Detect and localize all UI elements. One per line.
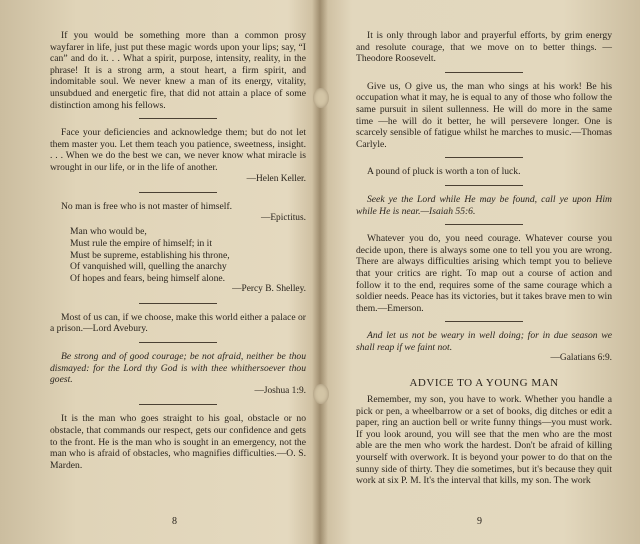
quote-attribution: —Galatians 6:9. — [550, 353, 612, 364]
scripture-block: Seek ye the Lord while He may be found, call ye upon Him while He is near.—Isaiah 55:6. — [356, 193, 612, 217]
quote-block: It is only through labor and prayerful efforts, by grim energy and resolute courage, that we move on to better things. —Theodore Roosevelt. — [356, 30, 612, 65]
poem-line: Of hopes and fears, being himself alone. — [70, 272, 226, 284]
quote-block: Whatever you do, you need courage. Whatever course you decide upon, there is always some one to tell you you are wrong. There are always difficulties arising which tempt you to believe that your critics are right. To map out a course of action and follow it to the end, requires some of the same courage which a soldier needs. Peace has its victories, but it takes brave men to win them.—Emerson. — [356, 233, 612, 314]
quote-block: It is the man who goes straight to his goal, obstacle or no obstacle, that commands our respect, gets our confidence and gets to the front. He is the man who is sought in an emergency, not the man who is afraid of obstacles, who magnifies difficulties.—O. S. Marden. — [50, 413, 306, 471]
quote-block: Give us, O give us, the man who sings at his work! Be his occupation what it may, he is equal to any of those who follow the same pursuit in silent sullenness. He will do more in the same time —he will do it better, he will persevere longer. One is scarcely sensible of fatigue whilst he marches to music.—Thomas Carlyle. — [356, 80, 612, 150]
binding-hole — [313, 88, 329, 108]
poem-attribution: —Percy B. Shelley. — [232, 284, 306, 295]
poem — [70, 226, 306, 284]
divider — [139, 404, 217, 405]
divider — [139, 342, 217, 343]
poem-line: Of vanquished will, quelling the anarchy — [70, 261, 227, 273]
page-number: 8 — [172, 516, 177, 527]
divider — [139, 303, 217, 304]
quote-block: No man is free who is not master of himself. — [61, 201, 233, 213]
quote-block: Face your deficiencies and acknowledge them; but do not let them master you. Let them teach you patience, sweetness, insight. . . . When we do the best we can, we never know what miracle is wrought in our life, or in the life of another. — [50, 127, 306, 173]
divider — [445, 185, 523, 186]
divider — [445, 72, 523, 73]
page-number: 9 — [477, 516, 482, 527]
scripture-block: Be strong and of good courage; be not afraid, neither be thou dismayed: for the Lord thy God is with thee whithersoever thou goest. — [50, 351, 306, 386]
poem-line: Must rule the empire of himself; in it — [70, 237, 213, 249]
quote-block: If you would be something more than a common prosy wayfarer in life, just put these magic words upon your lips; say, “I can” and do it. . . What a spirit, purpose, intensity, reality, in the phrase! It is a strong arm, a stout heart, a firm spirit, and indomitable soul. We never knew a man of its energy, vitality, unsubdued and energetic fire, that did not attain a place of some distinction among his fellows. — [50, 30, 306, 111]
quote-attribution: —Epictitus. — [260, 212, 306, 223]
poem-line: Man who would be, — [70, 226, 147, 238]
section-heading: ADVICE TO A YOUNG MAN — [409, 377, 559, 390]
divider — [445, 321, 523, 322]
divider — [445, 157, 523, 158]
quote-attribution: —Joshua 1:9. — [254, 385, 306, 396]
left-page — [50, 30, 306, 471]
right-page — [356, 30, 612, 487]
divider — [139, 192, 217, 193]
book-gutter — [312, 0, 328, 544]
quote-attribution: —Helen Keller. — [246, 173, 306, 184]
binding-hole — [313, 384, 329, 404]
divider — [139, 118, 217, 119]
scripture-block: And let us not be weary in well doing; for in due season we shall reap if we faint not. — [356, 330, 612, 353]
advice-paragraph: Remember, my son, you have to work. Whether you handle a pick or pen, a wheelbarrow or a set of books, dig ditches or edit a paper, ring an auction bell or write funny things—you must work. If you look around, you will see that the men who are the most able are the men who work the hardest. Don't be afraid of killing yourself with overwork. It is beyond your power to do that on the sunny side of thirty. They die sometimes, but it's because they quit work at six P. M. It's the interval that kills, my son. The work — [356, 394, 612, 487]
quote-block: Most of us can, if we choose, make this world either a palace or a prison.—Lord Avebury. — [50, 311, 306, 335]
poem-line: Must be supreme, establishing his throne, — [70, 249, 230, 261]
divider — [445, 224, 523, 225]
quote-block: A pound of pluck is worth a ton of luck. — [367, 166, 521, 178]
